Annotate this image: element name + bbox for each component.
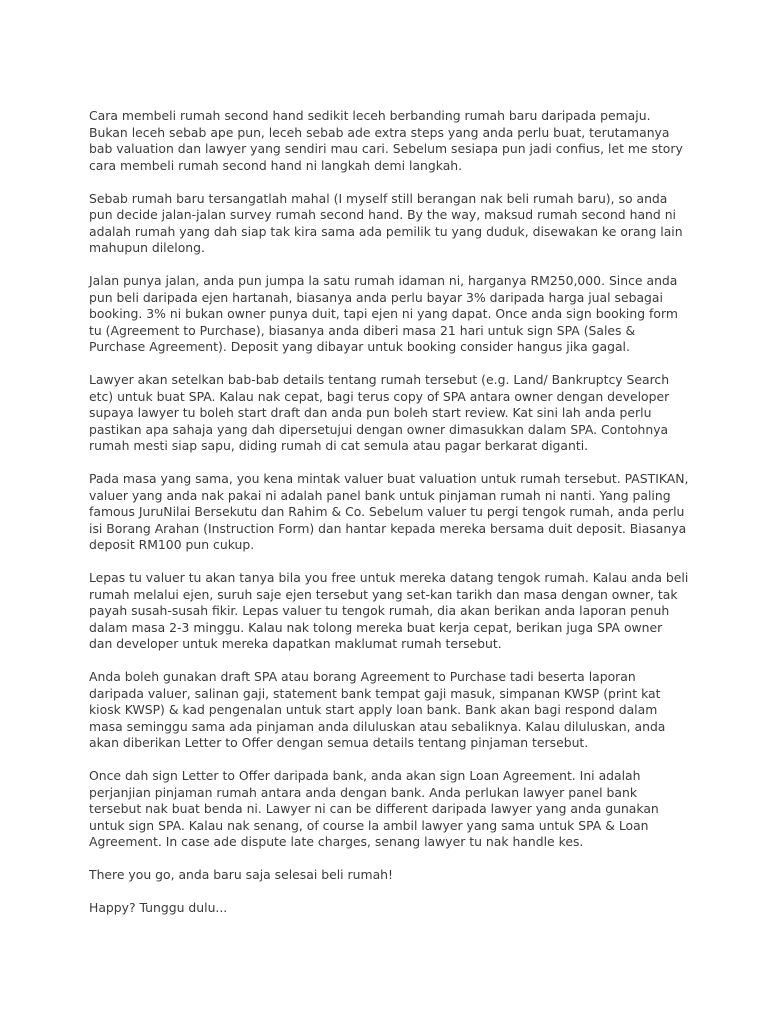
document-body	[89, 108, 689, 933]
paragraph-7: Anda boleh gunakan draft SPA atau borang Agreement to Purchase tadi beserta laporan daripada valuer, salinan gaji, statement bank tempat gaji masuk, simpanan KWSP (print kat kiosk KWSP) & kad pengenalan untuk start apply loan bank. Bank akan bagi respond dalam masa seminggu sama ada pinjaman anda diluluskan atau sebaliknya. Kalau diluluskan, anda akan diberikan Letter to Offer dengan semua details tentang pinjaman tersebut.	[89, 669, 666, 750]
paragraph-6: Lepas tu valuer tu akan tanya bila you free untuk mereka datang tengok rumah. Kalau anda beli rumah melalui ejen, suruh saje ejen tersebut yang set-kan tarikh dan masa dengan owner, tak payah susah-susah fikir. Lepas valuer tu tengok rumah, dia akan berikan anda laporan penuh dalam masa 2-3 minggu. Kalau nak tolong mereka buat kerja cepat, berikan juga SPA owner dan developer untuk mereka dapatkan maklumat rumah tersebut.	[89, 570, 689, 651]
paragraph-1: Cara membeli rumah second hand sedikit leceh berbanding rumah baru daripada pemaju. Bukan leceh sebab ape pun, leceh sebab ade extra steps yang anda perlu buat, terutamanya bab valuation dan lawyer yang sendiri mau cari. Sebelum sesiapa pun jadi confius, let me story cara membeli rumah second hand ni langkah demi langkah.	[89, 108, 683, 173]
paragraph-5: Pada masa yang sama, you kena mintak valuer buat valuation untuk rumah tersebut. PASTIKAN, valuer yang anda nak pakai ni adalah panel bank untuk pinjaman rumah ni nanti. Yang paling famous JuruNilai Bersekutu dan Rahim & Co. Sebelum valuer tu pergi tengok rumah, anda perlu isi Borang Arahan (Instruction Form) dan hantar kepada mereka bersama duit deposit. Biasanya deposit RM100 pun cukup.	[89, 471, 689, 552]
paragraph-9: There you go, anda baru saja selesai beli rumah!	[89, 867, 393, 882]
paragraph-4: Lawyer akan setelkan bab-bab details tentang rumah tersebut (e.g. Land/ Bankruptcy Search etc) untuk buat SPA. Kalau nak cepat, bagi terus copy of SPA antara owner dengan developer supaya lawyer tu boleh start draft dan anda pun boleh start review. Kat sini lah anda perlu pastikan apa sahaja yang dah dipersetujui dengan owner dimasukkan dalam SPA. Contohnya rumah mesti siap sapu, diding rumah di cat semula atau pagar berkarat diganti.	[89, 372, 670, 453]
paragraph-2: Sebab rumah baru tersangatlah mahal (I myself still berangan nak beli rumah baru), so anda pun decide jalan-jalan survey rumah second hand. By the way, maksud rumah second hand ni adalah rumah yang dah siap tak kira sama ada pemilik tu yang duduk, disewakan ke orang lain mahupun dilelong.	[89, 190, 683, 255]
paragraph-3: Jalan punya jalan, anda pun jumpa la satu rumah idaman ni, harganya RM250,000. Since anda pun beli daripada ejen hartanah, biasanya anda perlu bayar 3% daripada harga jual sebagai booking. 3% ni bukan owner punya duit, tapi ejen ni yang dapat. Once anda sign booking form tu (Agreement to Purchase), biasanya anda diberi masa 21 hari untuk sign SPA (Sales & Purchase Agreement). Deposit yang dibayar untuk booking consider hangus jika gagal.	[89, 273, 678, 354]
paragraph-8: Once dah sign Letter to Offer daripada bank, anda akan sign Loan Agreement. Ini adalah perjanjian pinjaman rumah antara anda dengan bank. Anda perlukan lawyer panel bank tersebut nak buat benda ni. Lawyer ni can be different daripada lawyer yang anda gunakan untuk sign SPA. Kalau nak senang, of course la ambil lawyer yang sama untuk SPA & Loan Agreement. In case ade dispute late charges, senang lawyer tu nak handle kes.	[89, 768, 659, 849]
paragraph-10: Happy? Tunggu dulu...	[89, 900, 228, 915]
